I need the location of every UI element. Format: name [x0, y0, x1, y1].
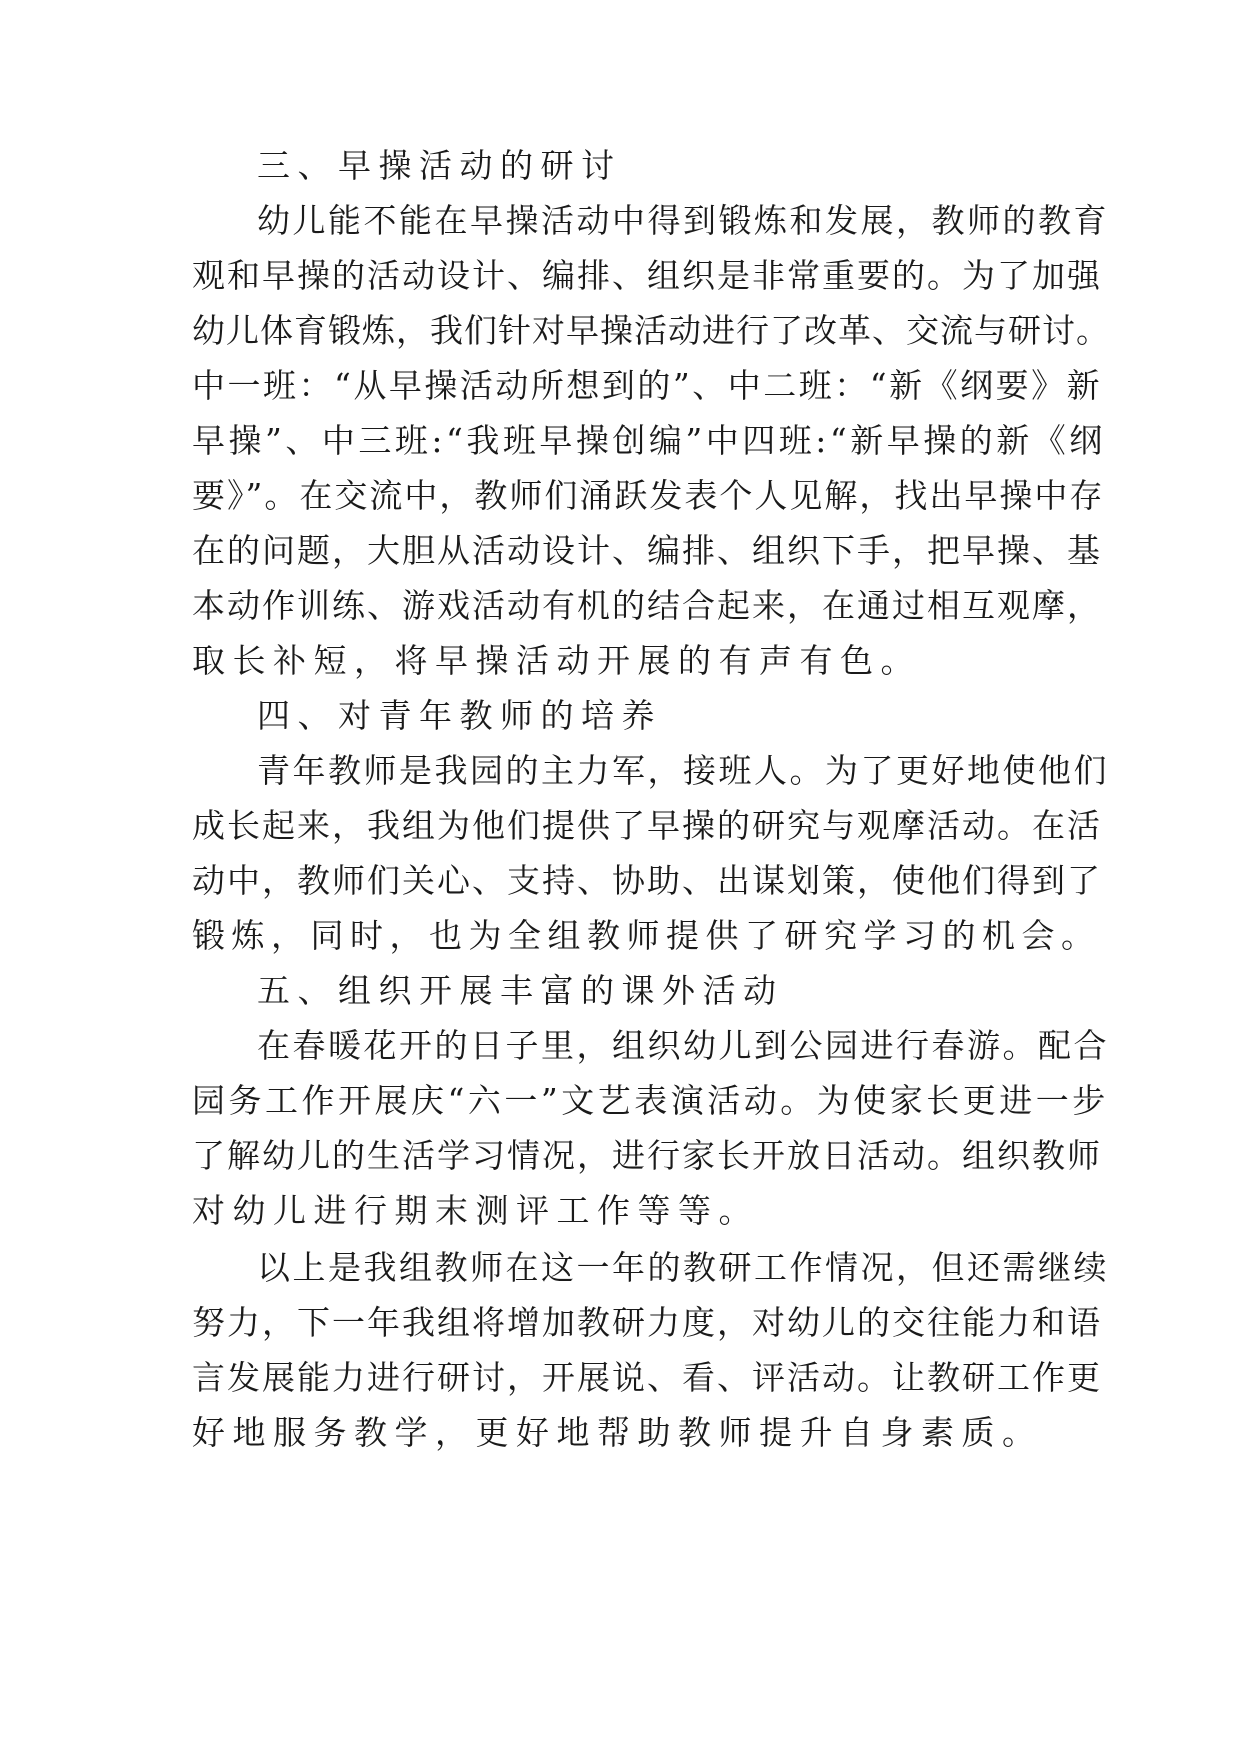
paragraph-line: 以上是我组教师在这一年的教研工作情况，但还需继续 [257, 1248, 1109, 1287]
paragraph-line: 了解幼儿的生活学习情况，进行家长开放日活动。组织教师 [192, 1136, 1102, 1175]
heading-section-5: 五、组织开展丰富的课外活动 [257, 971, 784, 1010]
paragraph-line: 言发展能力进行研讨，开展说、看、评活动。让教研工作更 [192, 1358, 1102, 1397]
paragraph-line: 成长起来，我组为他们提供了早操的研究与观摩活动。在活 [192, 806, 1102, 845]
heading-section-4: 四、对青年教师的培养 [257, 696, 662, 735]
paragraph-line: 要》”。在交流中，教师们涌跃发表个人见解，找出早操中存 [192, 476, 1105, 515]
paragraph-line: 观和早操的活动设计、编排、组织是非常重要的。为了加强 [192, 256, 1102, 295]
paragraph-line: 取长补短，将早操活动开展的有声有色。 [192, 641, 921, 680]
paragraph-line: 动中，教师们关心、支持、协助、出谋划策，使他们得到了 [192, 861, 1102, 900]
paragraph-line: 幼儿能不能在早操活动中得到锻炼和发展，教师的教育 [257, 201, 1109, 240]
paragraph-line: 幼儿体育锻炼，我们针对早操活动进行了改革、交流与研讨。 [192, 311, 1110, 350]
paragraph-line: 锻炼，同时，也为全组教师提供了研究学习的机会。 [192, 916, 1101, 955]
paragraph-line: 努力，下一年我组将增加教研力度，对幼儿的交往能力和语 [192, 1303, 1102, 1342]
paragraph-line: 对幼儿进行期末测评工作等等。 [192, 1191, 759, 1230]
heading-section-3: 三、早操活动的研讨 [257, 146, 622, 185]
paragraph-line: 中一班：“从早操活动所想到的”、中二班：“新《纲要》新 [192, 366, 1103, 405]
paragraph-line: 早操”、中三班:“我班早操创编”中四班:“新早操的新《纲 [192, 421, 1106, 460]
paragraph-line: 好地服务教学，更好地帮助教师提升自身素质。 [192, 1413, 1043, 1452]
paragraph-line: 青年教师是我园的主力军，接班人。为了更好地使他们 [257, 751, 1109, 790]
paragraph-line: 在的问题，大胆从活动设计、编排、组织下手，把早操、基 [192, 531, 1102, 570]
paragraph-line: 园务工作开展庆“六一”文艺表演活动。为使家长更进一步 [192, 1081, 1109, 1120]
paragraph-line: 在春暖花开的日子里，组织幼儿到公园进行春游。配合 [257, 1026, 1109, 1065]
paragraph-line: 本动作训练、游戏活动有机的结合起来，在通过相互观摩， [192, 586, 1102, 625]
